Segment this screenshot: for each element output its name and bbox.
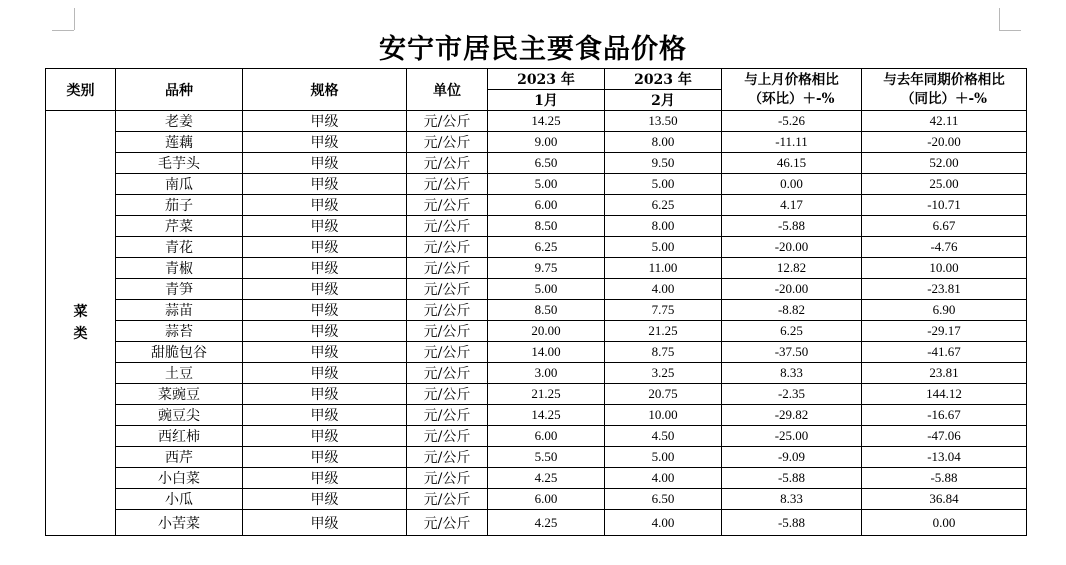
yoy-change-cell: 10.00	[862, 258, 1027, 279]
spec-cell: 甲级	[243, 195, 407, 216]
header-yoy-line2: （同比）＋-%	[901, 90, 987, 107]
mom-change-cell: 8.33	[722, 489, 862, 510]
yoy-change-cell: -10.71	[862, 195, 1027, 216]
feb-price-cell: 4.00	[605, 279, 722, 300]
category-char: 类	[73, 326, 88, 342]
unit-cell: 元/公斤	[407, 447, 488, 468]
spec-cell: 甲级	[243, 363, 407, 384]
table-body	[46, 111, 1027, 536]
category-char: 菜	[73, 304, 88, 320]
jan-price-cell: 8.50	[488, 216, 605, 237]
table-row	[46, 510, 1027, 536]
mom-change-cell: -11.11	[722, 132, 862, 153]
jan-price-cell: 14.25	[488, 111, 605, 132]
unit-cell: 元/公斤	[407, 468, 488, 489]
feb-price-cell: 6.50	[605, 489, 722, 510]
mom-change-cell: -5.88	[722, 468, 862, 489]
feb-price-cell: 5.00	[605, 447, 722, 468]
yoy-change-cell: 6.67	[862, 216, 1027, 237]
crop-mark-top-left-vertical	[74, 8, 75, 30]
spec-cell: 甲级	[243, 300, 407, 321]
table-row	[46, 468, 1027, 489]
feb-price-cell: 6.25	[605, 195, 722, 216]
variety-cell: 莲藕	[116, 132, 243, 153]
feb-price-cell: 4.50	[605, 426, 722, 447]
jan-price-cell: 20.00	[488, 321, 605, 342]
unit-cell: 元/公斤	[407, 510, 488, 536]
header-year-jan: 2023 年	[488, 69, 605, 90]
header-spec: 规格	[243, 69, 407, 111]
header-category: 类别	[46, 69, 116, 111]
table-row	[46, 174, 1027, 195]
feb-price-cell: 5.00	[605, 174, 722, 195]
jan-price-cell: 8.50	[488, 300, 605, 321]
unit-cell: 元/公斤	[407, 384, 488, 405]
unit-cell: 元/公斤	[407, 153, 488, 174]
feb-price-cell: 9.50	[605, 153, 722, 174]
table-row	[46, 489, 1027, 510]
header-row-1	[46, 69, 1027, 90]
spec-cell: 甲级	[243, 111, 407, 132]
spec-cell: 甲级	[243, 384, 407, 405]
yoy-change-cell: 144.12	[862, 384, 1027, 405]
spec-cell: 甲级	[243, 237, 407, 258]
spec-cell: 甲级	[243, 342, 407, 363]
spec-cell: 甲级	[243, 132, 407, 153]
header-mom-line1: 与上月价格相比	[744, 71, 839, 88]
unit-cell: 元/公斤	[407, 237, 488, 258]
header-mom	[722, 69, 862, 111]
spec-cell: 甲级	[243, 468, 407, 489]
spec-cell: 甲级	[243, 279, 407, 300]
jan-price-cell: 9.75	[488, 258, 605, 279]
spec-cell: 甲级	[243, 174, 407, 195]
category-cell	[46, 111, 116, 536]
unit-cell: 元/公斤	[407, 258, 488, 279]
table-row	[46, 363, 1027, 384]
mom-change-cell: -37.50	[722, 342, 862, 363]
variety-cell: 茄子	[116, 195, 243, 216]
yoy-change-cell: -20.00	[862, 132, 1027, 153]
table-row	[46, 153, 1027, 174]
spec-cell: 甲级	[243, 405, 407, 426]
table-row	[46, 405, 1027, 426]
mom-change-cell: -20.00	[722, 237, 862, 258]
unit-cell: 元/公斤	[407, 174, 488, 195]
jan-price-cell: 6.50	[488, 153, 605, 174]
feb-price-cell: 7.75	[605, 300, 722, 321]
jan-price-cell: 6.00	[488, 195, 605, 216]
header-variety: 品种	[116, 69, 243, 111]
mom-change-cell: -9.09	[722, 447, 862, 468]
jan-price-cell: 4.25	[488, 468, 605, 489]
yoy-change-cell: 23.81	[862, 363, 1027, 384]
price-table	[45, 68, 1027, 536]
mom-change-cell: 6.25	[722, 321, 862, 342]
feb-price-cell: 13.50	[605, 111, 722, 132]
feb-price-cell: 10.00	[605, 405, 722, 426]
jan-price-cell: 14.25	[488, 405, 605, 426]
mom-change-cell: -2.35	[722, 384, 862, 405]
variety-cell: 菜豌豆	[116, 384, 243, 405]
unit-cell: 元/公斤	[407, 132, 488, 153]
jan-price-cell: 5.50	[488, 447, 605, 468]
yoy-change-cell: -41.67	[862, 342, 1027, 363]
mom-change-cell: 0.00	[722, 174, 862, 195]
variety-cell: 蒜苗	[116, 300, 243, 321]
yoy-change-cell: 36.84	[862, 489, 1027, 510]
mom-change-cell: -29.82	[722, 405, 862, 426]
header-mom-line2: （环比）＋-%	[748, 90, 835, 107]
page-title: 安宁市居民主要食品价格	[379, 34, 687, 65]
jan-price-cell: 6.25	[488, 237, 605, 258]
feb-price-cell: 20.75	[605, 384, 722, 405]
unit-cell: 元/公斤	[407, 279, 488, 300]
yoy-change-cell: 6.90	[862, 300, 1027, 321]
variety-cell: 土豆	[116, 363, 243, 384]
jan-price-cell: 3.00	[488, 363, 605, 384]
feb-price-cell: 8.75	[605, 342, 722, 363]
table-row	[46, 279, 1027, 300]
jan-price-cell: 14.00	[488, 342, 605, 363]
spec-cell: 甲级	[243, 447, 407, 468]
feb-price-cell: 8.00	[605, 132, 722, 153]
header-month-jan: 1月	[488, 90, 605, 111]
feb-price-cell: 4.00	[605, 510, 722, 536]
jan-price-cell: 21.25	[488, 384, 605, 405]
unit-cell: 元/公斤	[407, 342, 488, 363]
header-yoy	[862, 69, 1027, 111]
table-row	[46, 384, 1027, 405]
variety-cell: 豌豆尖	[116, 405, 243, 426]
variety-cell: 小苦菜	[116, 510, 243, 536]
variety-cell: 南瓜	[116, 174, 243, 195]
mom-change-cell: 46.15	[722, 153, 862, 174]
table-row	[46, 132, 1027, 153]
mom-change-cell: -8.82	[722, 300, 862, 321]
jan-price-cell: 6.00	[488, 489, 605, 510]
spec-cell: 甲级	[243, 510, 407, 536]
mom-change-cell: -5.88	[722, 216, 862, 237]
yoy-change-cell: 52.00	[862, 153, 1027, 174]
variety-cell: 小白菜	[116, 468, 243, 489]
header-unit: 单位	[407, 69, 488, 111]
mom-change-cell: -20.00	[722, 279, 862, 300]
jan-price-cell: 5.00	[488, 174, 605, 195]
unit-cell: 元/公斤	[407, 426, 488, 447]
variety-cell: 小瓜	[116, 489, 243, 510]
variety-cell: 甜脆包谷	[116, 342, 243, 363]
yoy-change-cell: -13.04	[862, 447, 1027, 468]
mom-change-cell: 4.17	[722, 195, 862, 216]
unit-cell: 元/公斤	[407, 216, 488, 237]
yoy-change-cell: -16.67	[862, 405, 1027, 426]
table-row	[46, 195, 1027, 216]
feb-price-cell: 4.00	[605, 468, 722, 489]
unit-cell: 元/公斤	[407, 489, 488, 510]
jan-price-cell: 6.00	[488, 426, 605, 447]
jan-price-cell: 5.00	[488, 279, 605, 300]
variety-cell: 青笋	[116, 279, 243, 300]
mom-change-cell: 8.33	[722, 363, 862, 384]
jan-price-cell: 9.00	[488, 132, 605, 153]
spec-cell: 甲级	[243, 489, 407, 510]
variety-cell: 青椒	[116, 258, 243, 279]
table-row	[46, 426, 1027, 447]
mom-change-cell: 12.82	[722, 258, 862, 279]
feb-price-cell: 3.25	[605, 363, 722, 384]
header-year-feb: 2023 年	[605, 69, 722, 90]
unit-cell: 元/公斤	[407, 195, 488, 216]
feb-price-cell: 21.25	[605, 321, 722, 342]
table-row	[46, 300, 1027, 321]
variety-cell: 青花	[116, 237, 243, 258]
yoy-change-cell: 42.11	[862, 111, 1027, 132]
variety-cell: 老姜	[116, 111, 243, 132]
yoy-change-cell: 0.00	[862, 510, 1027, 536]
table-row	[46, 258, 1027, 279]
table-row	[46, 321, 1027, 342]
feb-price-cell: 5.00	[605, 237, 722, 258]
variety-cell: 毛芋头	[116, 153, 243, 174]
spec-cell: 甲级	[243, 216, 407, 237]
yoy-change-cell: -23.81	[862, 279, 1027, 300]
unit-cell: 元/公斤	[407, 111, 488, 132]
unit-cell: 元/公斤	[407, 405, 488, 426]
table-row	[46, 342, 1027, 363]
variety-cell: 芹菜	[116, 216, 243, 237]
table-row	[46, 111, 1027, 132]
spec-cell: 甲级	[243, 153, 407, 174]
header-month-feb: 2月	[605, 90, 722, 111]
mom-change-cell: -25.00	[722, 426, 862, 447]
mom-change-cell: -5.26	[722, 111, 862, 132]
yoy-change-cell: -29.17	[862, 321, 1027, 342]
variety-cell: 西红柿	[116, 426, 243, 447]
spec-cell: 甲级	[243, 258, 407, 279]
table-row	[46, 447, 1027, 468]
variety-cell: 西芹	[116, 447, 243, 468]
spec-cell: 甲级	[243, 321, 407, 342]
unit-cell: 元/公斤	[407, 363, 488, 384]
jan-price-cell: 4.25	[488, 510, 605, 536]
table-row	[46, 237, 1027, 258]
mom-change-cell: -5.88	[722, 510, 862, 536]
unit-cell: 元/公斤	[407, 321, 488, 342]
crop-mark-top-right-vertical	[999, 8, 1000, 30]
yoy-change-cell: -4.76	[862, 237, 1027, 258]
table-row	[46, 216, 1027, 237]
spec-cell: 甲级	[243, 426, 407, 447]
variety-cell: 蒜苔	[116, 321, 243, 342]
yoy-change-cell: -47.06	[862, 426, 1027, 447]
unit-cell: 元/公斤	[407, 300, 488, 321]
feb-price-cell: 11.00	[605, 258, 722, 279]
feb-price-cell: 8.00	[605, 216, 722, 237]
yoy-change-cell: 25.00	[862, 174, 1027, 195]
header-yoy-line1: 与去年同期价格相比	[883, 71, 1005, 88]
yoy-change-cell: -5.88	[862, 468, 1027, 489]
